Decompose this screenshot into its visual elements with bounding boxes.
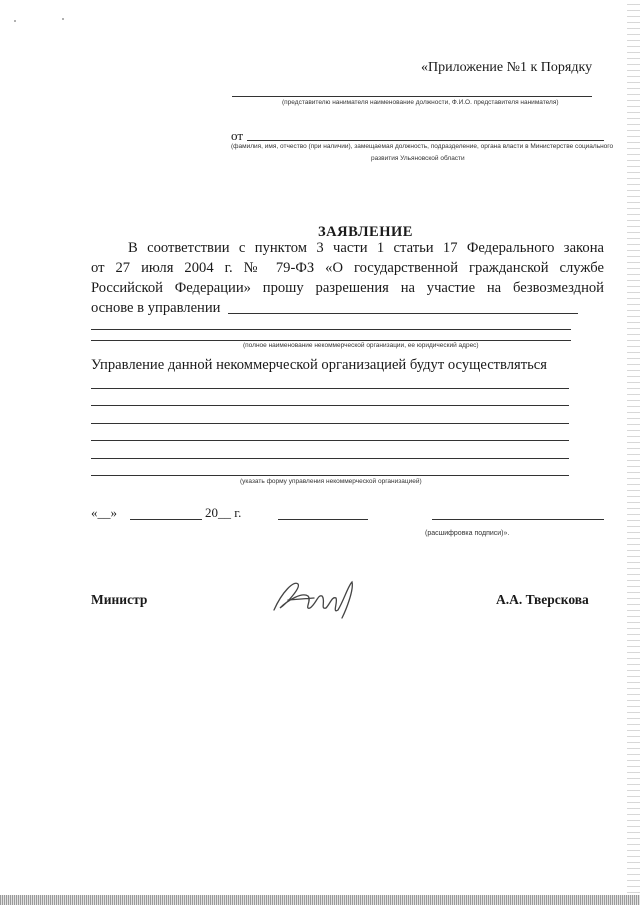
from-label: от bbox=[231, 128, 244, 143]
signature-decode-line bbox=[432, 519, 604, 520]
body-line-2: от 27 июля 2004 г. № 79-ФЗ «О государственной гражданской службе bbox=[91, 260, 604, 276]
recipient-caption: (представителю нанимателя наименование должности, Ф.И.О. представителя нанимателя) bbox=[282, 99, 559, 106]
management-fill-line-2 bbox=[91, 405, 569, 406]
appendix-reference: «Приложение №1 к Порядку bbox=[421, 60, 593, 75]
management-fill-line-4 bbox=[91, 440, 569, 441]
date-day: «__» bbox=[91, 505, 117, 520]
scan-speck bbox=[14, 20, 16, 22]
management-caption: (указать форму управления некоммерческой организацией) bbox=[240, 478, 422, 485]
org-caption: (полное наименование некоммерческой организации, ее юридический адрес) bbox=[243, 342, 479, 349]
minister-name: А.А. Тверскова bbox=[496, 592, 589, 607]
document-title: ЗАЯВЛЕНИЕ bbox=[318, 224, 413, 240]
org-name-line-2 bbox=[91, 329, 571, 330]
signature-decode-caption: (расшифровка подписи)». bbox=[425, 530, 510, 537]
from-line bbox=[247, 140, 604, 141]
date-year: 20__ г. bbox=[205, 505, 242, 520]
from-caption-2: развития Ульяновской области bbox=[371, 155, 465, 162]
scan-speck bbox=[62, 18, 64, 20]
body-line-4: основе в управлении bbox=[91, 300, 221, 316]
scan-edge-right bbox=[627, 0, 640, 905]
recipient-line bbox=[232, 96, 592, 97]
management-fill-line-3 bbox=[91, 423, 569, 424]
management-fill-line-6 bbox=[91, 475, 569, 476]
org-name-line-1 bbox=[228, 313, 578, 314]
management-fill-line-5 bbox=[91, 458, 569, 459]
org-name-line-3 bbox=[91, 340, 571, 341]
from-caption-1: (фамилия, имя, отчество (при наличии), замещаемая должность, подразделение, органа власти в Министерстве социального bbox=[231, 143, 614, 150]
handwritten-signature bbox=[268, 570, 364, 622]
management-line: Управление данной некоммерческой организацией будут осуществляться bbox=[91, 357, 547, 373]
scan-edge-bottom bbox=[0, 895, 640, 905]
date-month-line bbox=[130, 519, 202, 520]
signature-line bbox=[278, 519, 368, 520]
management-fill-line-1 bbox=[91, 388, 569, 389]
minister-position: Министр bbox=[91, 592, 148, 607]
body-line-1: В соответствии с пунктом 3 части 1 статьи 17 Федерального закона bbox=[128, 240, 604, 256]
body-line-3: Российской Федерации» прошу разрешения на участие на безвозмездной bbox=[91, 280, 604, 296]
